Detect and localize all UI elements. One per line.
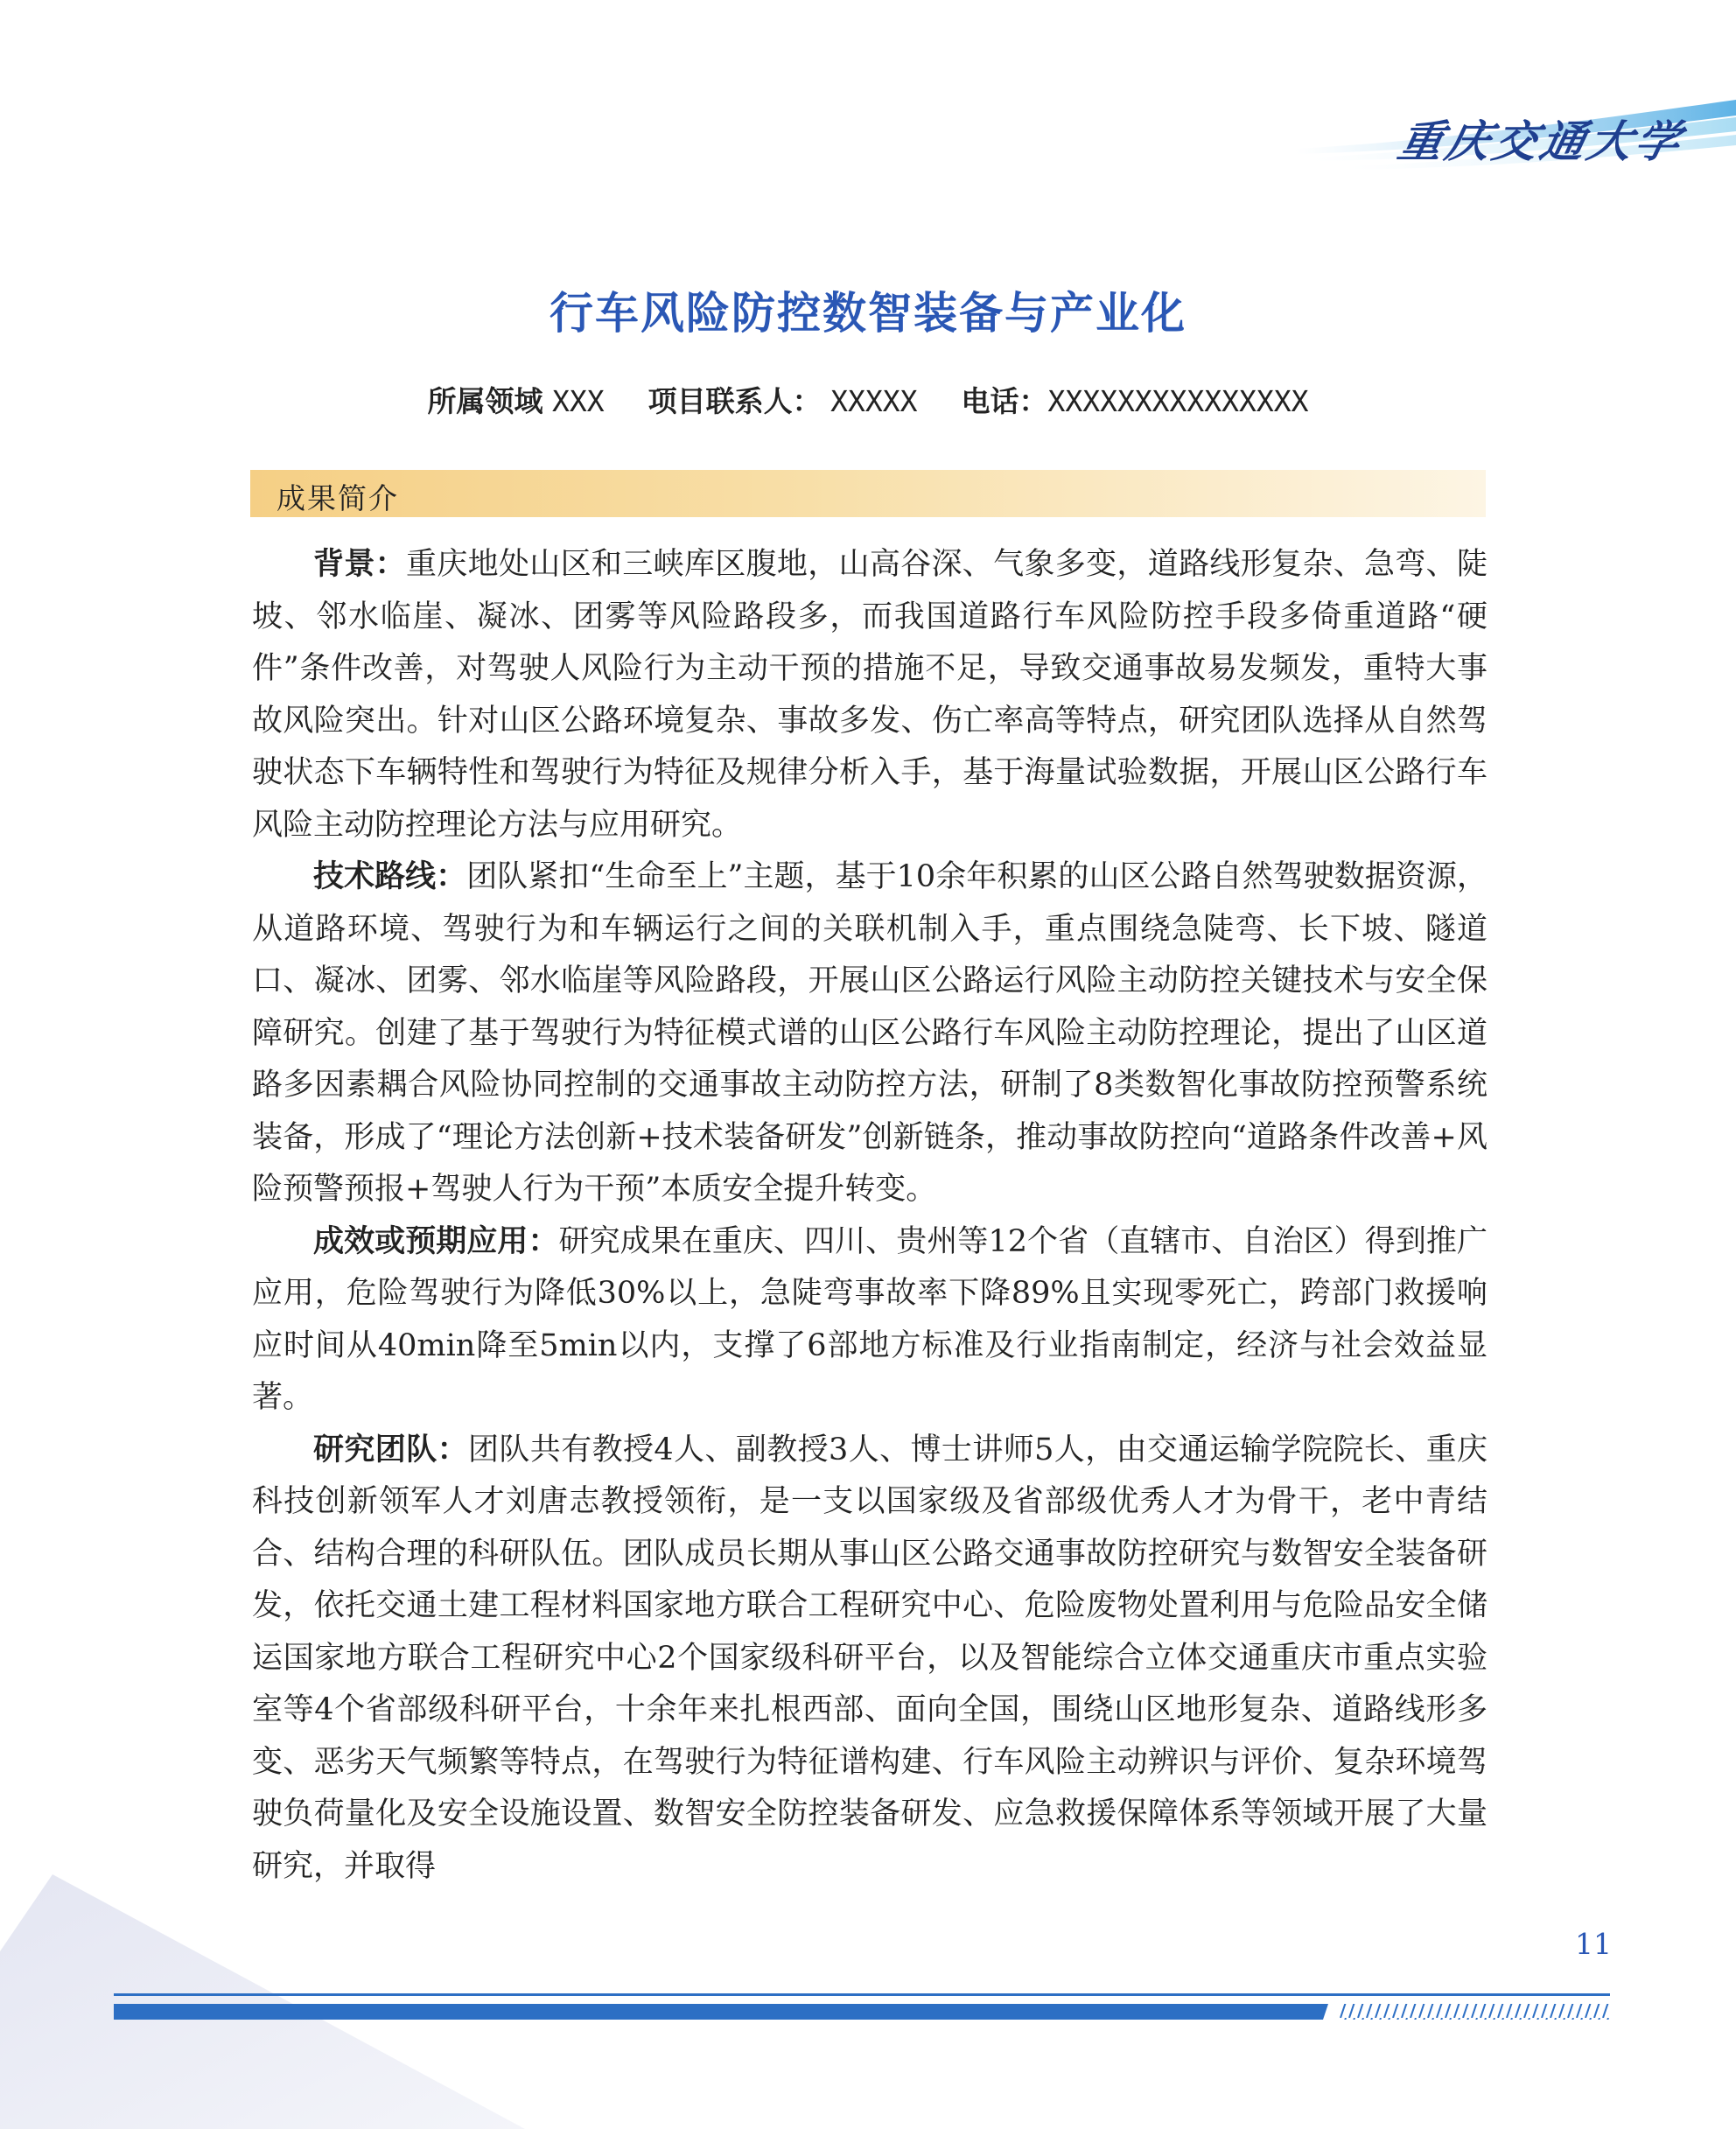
- field-value: XXX: [552, 384, 605, 418]
- paragraph-text: 团队紧扣“生命至上”主题，基于10余年积累的山区公路自然驾驶数据资源，从道路环境、驾驶行为和车辆运行之间的关联机制入手，重点围绕急陡弯、长下坡、隧道口、凝冰、团雾、邻水临崖等风险路段，开展山区公路运行风险主动防控关键技术与安全保障研究。创建了基于驾驶行为特征模式谱的山区公路行车风险主动防控理论，提出了山区道路多因素耦合风险协同控制的交通事故主动防控方法，研制了8类数智化事故防控预警系统装备，形成了“理论方法创新+技术装备研发”创新链条，推动事故防控向“道路条件改善+风险预警预报+驾驶人行为干预”本质安全提升转变。: [252, 859, 1488, 1207]
- page-title: 行车风险防控数智装备与产业化: [550, 288, 1186, 339]
- paragraph-lead: 研究团队：: [313, 1432, 468, 1467]
- body-text: [252, 539, 1488, 1893]
- footer-rule: [0, 1986, 1736, 2030]
- paragraph-text: 研究成果在重庆、四川、贵州等12个省（直辖市、自治区）得到推广应用，危险驾驶行为降低30%以上，急陡弯事故率下降89%且实现零死亡，跨部门救援响应时间从40min降至5min以内，支撑了6部地方标准及行业指南制定，经济与社会效益显著。: [252, 1223, 1488, 1415]
- paragraph-results: [252, 1216, 1488, 1425]
- paragraph-lead: 技术路线：: [313, 859, 467, 894]
- project-meta: [0, 379, 1736, 420]
- paragraph-background: [252, 539, 1488, 851]
- phone-value: XXXXXXXXXXXXXXX: [1047, 384, 1309, 418]
- paragraph-technical-route: [252, 851, 1488, 1216]
- paragraph-lead: 背景：: [313, 547, 406, 582]
- section-header-bar: [250, 470, 1486, 517]
- paragraph-team: [252, 1425, 1488, 1894]
- paragraph-text: 重庆地处山区和三峡库区腹地，山高谷深、气象多变，道路线形复杂、急弯、陡坡、邻水临崖、凝冰、团雾等风险路段多，而我国道路行车风险防控手段多倚重道路“硬件”条件改善，对驾驶人风险行为主动干预的措施不足，导致交通事故易发频发，重特大事故风险突出。针对山区公路环境复杂、事故多发、伤亡率高等特点，研究团队选择从自然驾驶状态下车辆特性和驾驶行为特征及规律分析入手，基于海量试验数据，开展山区公路行车风险主动防控理论方法与应用研究。: [252, 547, 1488, 843]
- page-number: 11: [1575, 1927, 1612, 1961]
- contact-label: 项目联系人：: [648, 384, 822, 418]
- section-title: 成果简介: [276, 481, 399, 515]
- paragraph-text: 团队共有教授4人、副教授3人、博士讲师5人，由交通运输学院院长、重庆科技创新领军人才刘唐志教授领衔，是一支以国家级及省部级优秀人才为骨干，老中青结合、结构合理的科研队伍。团队成员长期从事山区公路交通事故防控研究与数智安全装备研发，依托交通土建工程材料国家地方联合工程研究中心、危险废物处置利用与危险品安全储运国家地方联合工程研究中心2个国家级科研平台，以及智能综合立体交通重庆市重点实验室等4个省部级科研平台，十余年来扎根西部、面向全国，围绕山区地形复杂、道路线形多变、恶劣天气频繁等特点，在驾驶行为特征谱构建、行车风险主动辨识与评价、复杂环境驾驶负荷量化及安全设施设置、数智安全防控装备研发、应急救援保障体系等领域开展了大量研究，并取得: [252, 1432, 1488, 1884]
- paragraph-lead: 成效或预期应用：: [313, 1223, 559, 1259]
- contact-value: XXXXX: [830, 384, 918, 418]
- field-label: 所属领域: [427, 384, 543, 418]
- university-logo: 重庆交通大学: [1393, 116, 1689, 167]
- phone-label: 电话：: [961, 384, 1048, 418]
